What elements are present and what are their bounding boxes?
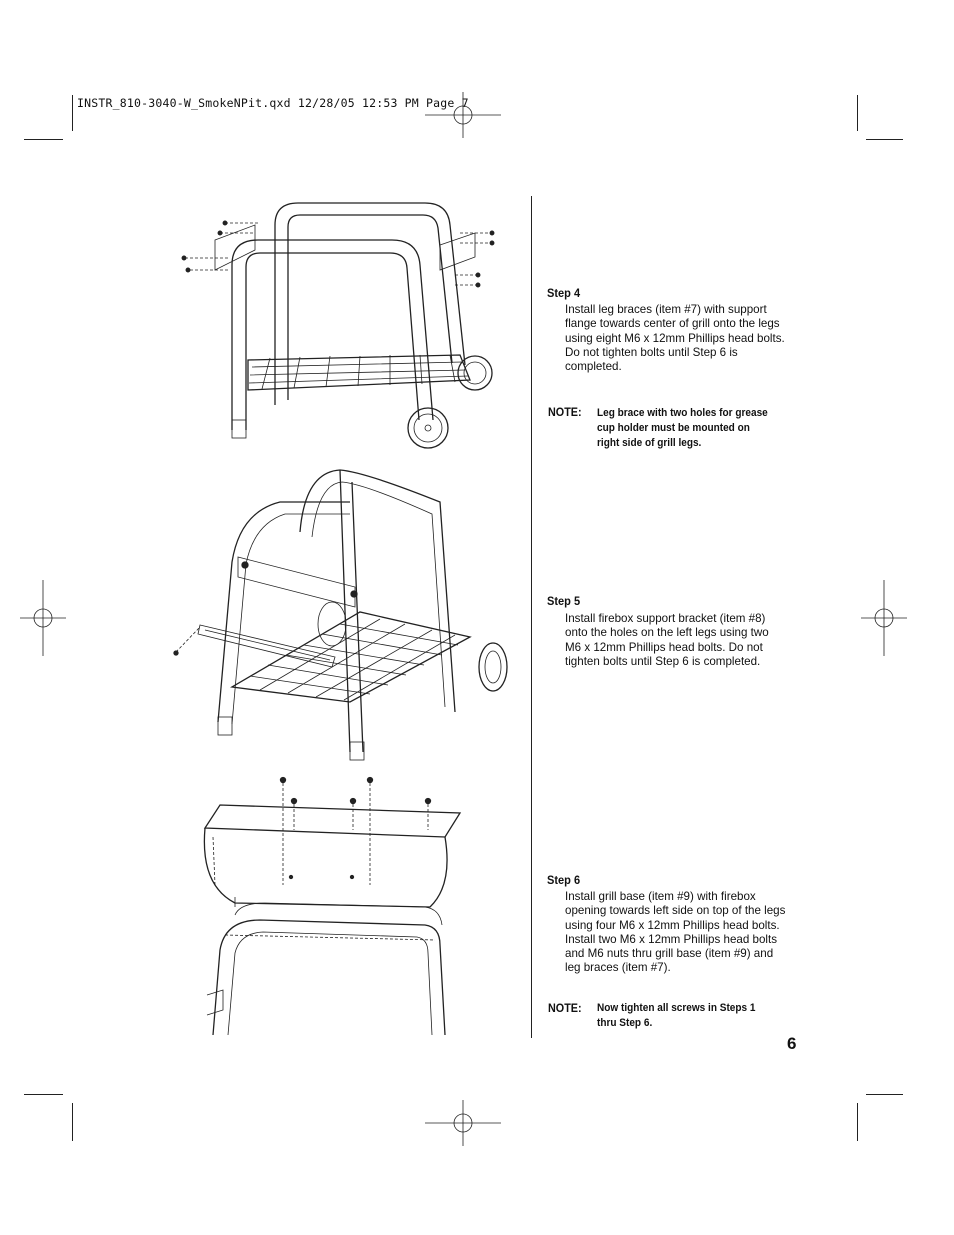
step-5-instructions: Install firebox support bracket (item #8) onto the holes on the left legs using two M6 x 12mm Phillips head bolts. Do not tighten bolts until Step 6 is completed. <box>565 612 769 668</box>
grill-firebox-bracket-diagram <box>170 462 515 767</box>
step-6-note-label: NOTE: <box>548 1001 582 1015</box>
print-slug-line: INSTR_810-3040-W_SmokeNPit.qxd 12/28/05 12:53 PM Page 7 <box>77 96 469 110</box>
grill-leg-brace-diagram <box>170 195 500 455</box>
step-6-instructions: Install grill base (item #9) with firebox opening towards left side on top of the legs using four M6 x 12mm Phillips head bolts. Install two M6 x 12mm Phillips head bolts and M6 nuts thru grill base (item #9) and leg braces (item #7). <box>565 890 786 975</box>
step-4-note-label: NOTE: <box>548 405 582 419</box>
page-number: 6 <box>787 1034 797 1053</box>
registration-mark-right-icon <box>861 580 907 656</box>
column-divider <box>531 196 532 1038</box>
step-4-instructions: Install leg braces (item #7) with support flange towards center of grill onto the legs using eight M6 x 12mm Phillips head bolts. Do not tighten bolts until Step 6 is completed. <box>565 303 785 374</box>
step-6-note-text: Now tighten all screws in Steps 1 thru Step 6. <box>597 1002 756 1029</box>
registration-mark-top-icon <box>425 92 501 138</box>
step-4-note-text: Leg brace with two holes for grease cup holder must be mounted on right side of grill legs. <box>597 407 768 449</box>
registration-mark-bottom-icon <box>425 1100 501 1146</box>
registration-mark-left-icon <box>20 580 66 656</box>
grill-base-diagram <box>195 775 470 1037</box>
step-4-title: Step 4 <box>547 286 581 300</box>
step-5-title: Step 5 <box>547 594 581 608</box>
step-6-title: Step 6 <box>547 873 581 887</box>
